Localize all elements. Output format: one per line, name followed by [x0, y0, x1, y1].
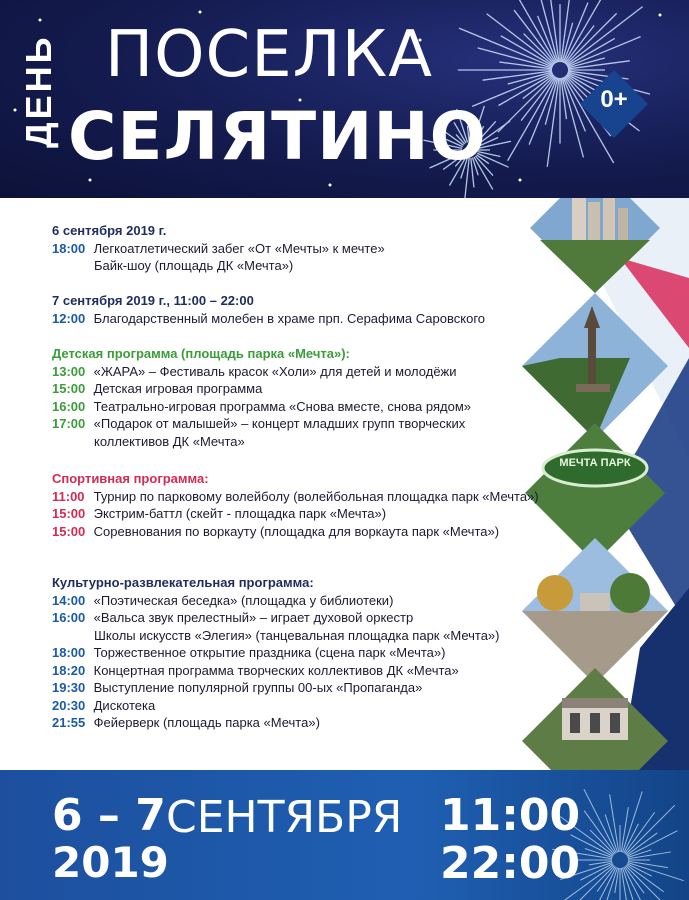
event-text: Дискотека [93, 697, 156, 713]
event-text: «Вальса звук прелестный» – играет духовой оркестр [93, 610, 414, 625]
sport-program-block [52, 470, 539, 540]
schedule-row [52, 609, 499, 627]
event-time: 16:00 [52, 610, 86, 625]
schedule-row [52, 257, 385, 275]
event-text: Легкоатлетический забег «От «Мечты» к мечте» [93, 240, 385, 256]
event-text: коллективов ДК «Мечта» [94, 433, 245, 449]
event-text: Торжественное открытие праздника (сцена парк «Мечта») [93, 645, 446, 660]
schedule-row [52, 697, 499, 715]
event-time: 21:55 [52, 715, 86, 730]
event-time: 15:00 [52, 381, 86, 396]
schedule-row [52, 398, 471, 416]
day1-date: 6 сентября 2019 г. [52, 223, 167, 238]
schedule-row [52, 505, 539, 523]
event-text: Турнир по парковому волейболу (волейбольная площадка парк «Мечта») [93, 488, 539, 504]
schedule-row [52, 679, 499, 697]
park-sign-text: МЕЧТА ПАРК [559, 457, 631, 469]
culture-program-block [52, 574, 499, 732]
footer-date-range: 6 – 7 [52, 790, 166, 841]
poster-word-selyatino: СЕЛЯТИНО [68, 98, 487, 175]
schedule-row [52, 662, 499, 680]
event-time: 19:30 [52, 680, 86, 695]
event-text: Байк-шоу (площадь ДК «Мечта») [94, 258, 294, 273]
schedule-row [52, 644, 499, 662]
event-time: 20:30 [52, 697, 86, 713]
event-text: Благодарственный молебен в храме прп. Серафима Саровского [93, 310, 486, 326]
event-text: «ЖАРА» – Фестиваль красок «Холи» для детей и молодёжи [93, 363, 457, 379]
footer-time-start: 11:00 [440, 790, 581, 841]
event-text: Выступление популярной группы 00-ых «Пропаганда» [93, 680, 423, 695]
event-text: Концертная программа творческих коллективов ДК «Мечта» [93, 662, 459, 678]
event-time: 15:00 [52, 523, 86, 539]
event-time: 14:00 [52, 592, 86, 608]
poster-header [0, 0, 689, 198]
schedule-row [52, 488, 539, 506]
event-text: Экстрим-баттл (скейт - площадка парк «Мечта») [93, 506, 387, 521]
event-time: 12:00 [52, 310, 86, 326]
event-text: «Подарок от малышей» – концерт младших групп творческих [93, 416, 466, 431]
event-text: Фейерверк (площадь парка «Мечта») [93, 715, 320, 730]
schedule-row [52, 592, 499, 610]
kids-program-block [52, 345, 471, 450]
schedule-row [52, 380, 471, 398]
event-text: Школы искусств «Элегия» (танцевальная площадка парк «Мечта») [94, 627, 500, 643]
event-time: 18:00 [52, 645, 86, 660]
footer-month: СЕНТЯБРЯ [166, 792, 403, 843]
day2-block [52, 292, 485, 327]
event-text: Театрально-игровая программа «Снова вместе, снова рядом» [93, 398, 471, 414]
schedule-row [52, 310, 485, 328]
event-time: 16:00 [52, 398, 86, 414]
day2-date: 7 сентября 2019 г., 11:00 – 22:00 [52, 293, 254, 308]
age-rating-text: 0+ [600, 86, 628, 113]
schedule-row [52, 433, 471, 451]
program-content [0, 198, 689, 770]
event-time: 13:00 [52, 363, 86, 379]
event-time: 17:00 [52, 416, 86, 431]
schedule-row [52, 363, 471, 381]
poster-word-den: ДЕНЬ [18, 34, 59, 148]
event-text: «Поэтическая беседка» (площадка у библиотеки) [93, 592, 394, 608]
schedule-row [52, 627, 499, 645]
schedule-row [52, 714, 499, 732]
sport-program-title: Спортивная программа: [52, 471, 209, 486]
footer-year: 2019 [52, 838, 169, 887]
event-time: 18:20 [52, 662, 86, 678]
day1-block [52, 222, 385, 275]
schedule-row [52, 415, 471, 433]
schedule-row [52, 523, 539, 541]
event-text: Соревнования по воркауту (площадка для воркаута парк «Мечта») [93, 523, 500, 539]
kids-program-title: Детская программа (площадь парка «Мечта»): [52, 346, 350, 361]
event-text: Детская игровая программа [93, 381, 263, 396]
event-time: 15:00 [52, 506, 86, 521]
schedule-row [52, 240, 385, 258]
event-time: 18:00 [52, 240, 86, 256]
poster-word-poselka: ПОСЕЛКА [105, 18, 433, 92]
event-time: 11:00 [52, 488, 85, 504]
culture-program-title: Культурно-развлекательная программа: [52, 575, 314, 590]
footer-time-end: 22:00 [440, 838, 581, 889]
poster-footer [0, 770, 689, 900]
